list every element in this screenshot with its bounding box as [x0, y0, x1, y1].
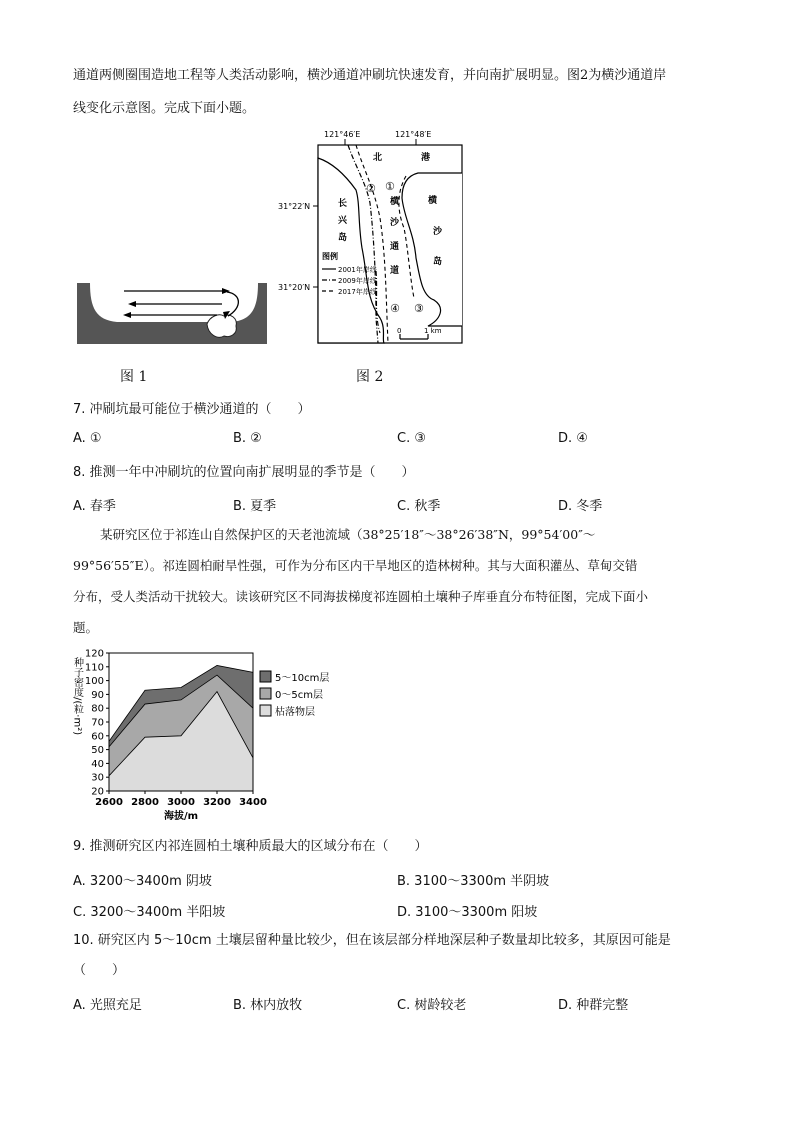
y-tick-label: 50 — [91, 745, 104, 757]
x-tick-label: 2800 — [131, 797, 159, 808]
question-7-option-c[interactable]: C. ③ — [397, 431, 426, 446]
x-tick-label: 3000 — [167, 797, 195, 808]
scour-pit — [207, 315, 236, 337]
label-dao-channel: 道 — [390, 266, 400, 276]
x-tick-label: 2600 — [95, 797, 123, 808]
legend-label: 0～5cm层 — [275, 690, 323, 701]
scale-label-1km: 1 km — [424, 327, 442, 335]
channel-bed — [77, 283, 267, 344]
passage-line-4: 题。 — [73, 620, 99, 635]
lon-label-1: 121°46′E — [324, 130, 361, 139]
figure-1-diagram — [72, 278, 272, 350]
question-10-option-d[interactable]: D. 种群完整 — [558, 998, 629, 1013]
legend-swatch — [260, 705, 271, 716]
figure-1-caption: 图 1 — [120, 369, 148, 385]
y-tick-label: 90 — [91, 689, 104, 701]
question-8-option-a[interactable]: A. 春季 — [73, 499, 116, 514]
y-tick-label: 110 — [84, 662, 104, 674]
y-axis-label: 种子密度/(粒·m²) — [71, 657, 83, 736]
label-gang: 港 — [421, 153, 431, 163]
lon-label-2: 121°48′E — [395, 130, 432, 139]
point-1: ① — [385, 180, 395, 193]
y-tick-label: 70 — [91, 717, 104, 729]
lat-label-1: 31°22′N — [278, 202, 311, 211]
y-tick-label: 100 — [84, 676, 104, 688]
question-10-option-c[interactable]: C. 树龄较老 — [397, 998, 467, 1013]
intro-line-2: 线变化示意图。完成下面小题。 — [73, 101, 256, 116]
label-xing: 兴 — [338, 216, 348, 226]
question-10-stem-paren: （ ） — [73, 963, 126, 978]
legend-2009-label: 2009年岸线 — [338, 277, 377, 285]
label-heng-east: 横 — [428, 196, 438, 206]
question-8-option-c[interactable]: C. 秋季 — [397, 499, 441, 514]
y-tick-label: 40 — [91, 758, 104, 770]
question-9-stem: 9. 推测研究区内祁连圆柏土壤种质最大的区域分布在（ ） — [73, 839, 428, 854]
label-tong: 通 — [390, 242, 400, 252]
question-8-option-b[interactable]: B. 夏季 — [233, 499, 277, 514]
y-tick-label: 80 — [91, 703, 104, 715]
passage-line-2: 99°56′55″E）。祁连圆柏耐旱性强，可作为分布区内干旱地区的造林树种。其与大面积灌丛、草甸交错 — [73, 558, 638, 573]
question-9-option-a[interactable]: A. 3200～3400m 阴坡 — [73, 874, 212, 889]
question-10-option-a[interactable]: A. 光照充足 — [73, 998, 142, 1013]
figure-2-caption: 图 2 — [356, 369, 384, 385]
passage-line-3: 分布，受人类活动干扰较大。读该研究区不同海拔梯度祁连圆柏土壤种子库垂直分布特征图，完成下面小 — [73, 589, 649, 604]
x-tick-label: 3400 — [239, 797, 267, 808]
label-chang: 长 — [338, 199, 348, 209]
question-9-option-b[interactable]: B. 3100～3300m 半阴坡 — [397, 874, 550, 889]
x-axis-label: 海拔/m — [163, 811, 199, 822]
question-7-option-a[interactable]: A. ① — [73, 431, 102, 446]
label-dao-2: 岛 — [433, 257, 443, 267]
y-tick-label: 20 — [91, 786, 104, 798]
question-7-option-d[interactable]: D. ④ — [558, 431, 588, 446]
question-8-stem: 8. 推测一年中冲刷坑的位置向南扩展明显的季节是（ ） — [73, 465, 415, 480]
seed-density-chart — [68, 645, 358, 825]
question-9-option-c[interactable]: C. 3200～3400m 半阳坡 — [73, 905, 226, 920]
figure-2-map — [278, 128, 468, 348]
question-10-option-b[interactable]: B. 林内放牧 — [233, 998, 303, 1013]
label-heng-channel: 横 — [390, 197, 400, 207]
y-tick-label: 30 — [91, 772, 104, 784]
passage-line-1: 某研究区位于祁连山自然保护区的天老池流域（38°25′18″～38°26′38″N，99°54′00″～ — [100, 527, 596, 542]
label-sha-east: 沙 — [433, 227, 443, 237]
label-bei: 北 — [373, 153, 383, 163]
question-10-stem: 10. 研究区内 5～10cm 土壤层留种量比较少，但在该层部分样地深层种子数量却比较多，其原因可能是 — [73, 933, 671, 948]
legend-label: 枯落物层 — [275, 707, 315, 718]
label-sha-channel: 沙 — [390, 218, 400, 228]
intro-line-1: 通道两侧圈围造地工程等人类活动影响，横沙通道冲刷坑快速发育，并向南扩展明显。图2为横沙通道岸 — [73, 68, 667, 83]
point-4: ④ — [390, 302, 400, 315]
question-7-option-b[interactable]: B. ② — [233, 431, 262, 446]
legend-title: 图例 — [322, 252, 338, 261]
label-dao-1: 岛 — [338, 233, 348, 243]
y-tick-label: 60 — [91, 731, 104, 743]
point-3: ③ — [414, 302, 424, 315]
lat-label-2: 31°20′N — [278, 283, 311, 292]
legend-swatch — [260, 688, 271, 699]
y-tick-label: 120 — [84, 648, 104, 660]
legend-swatch — [260, 671, 271, 682]
scale-label-0: 0 — [397, 327, 402, 335]
question-9-option-d[interactable]: D. 3100～3300m 阳坡 — [397, 905, 538, 920]
question-7-stem: 7. 冲刷坑最可能位于横沙通道的（ ） — [73, 402, 311, 417]
legend-2001-label: 2001年岸线 — [338, 266, 377, 274]
legend-label: 5～10cm层 — [275, 673, 330, 684]
question-8-option-d[interactable]: D. 冬季 — [558, 499, 603, 514]
x-tick-label: 3200 — [203, 797, 231, 808]
legend-2017-label: 2017年岸线 — [338, 288, 377, 296]
point-2: ② — [366, 182, 376, 195]
